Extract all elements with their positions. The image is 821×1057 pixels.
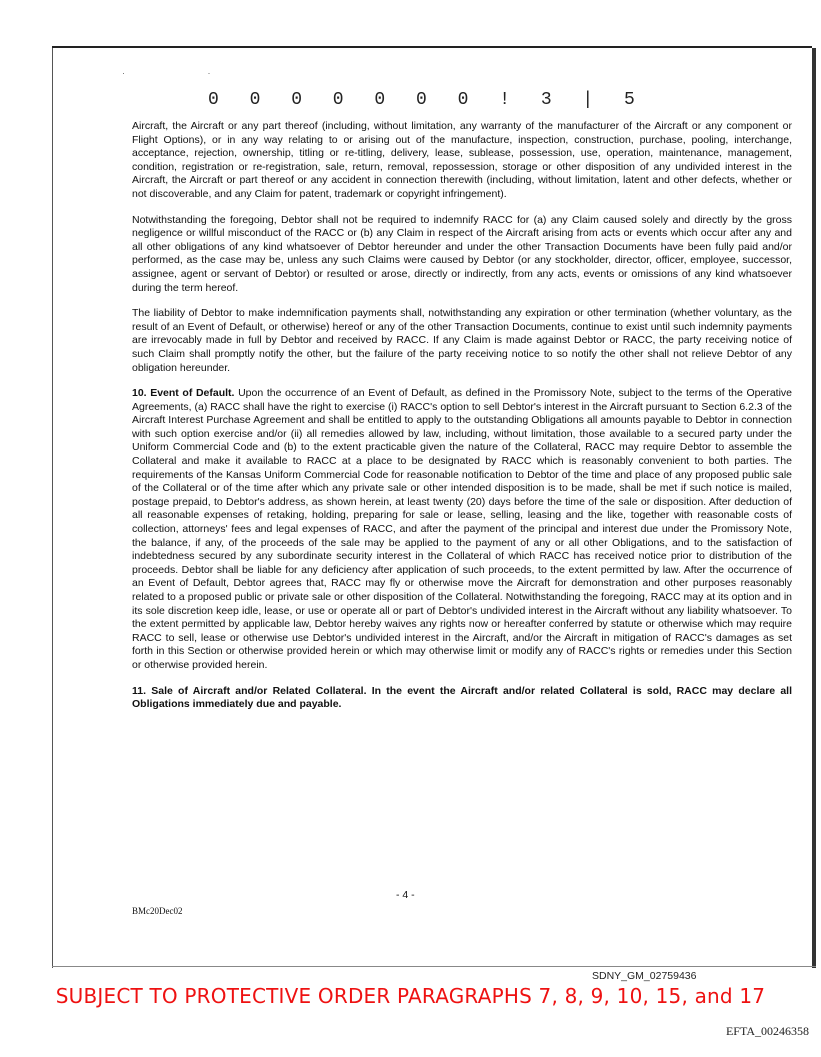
document-body (132, 120, 792, 724)
protective-order-notice: SUBJECT TO PROTECTIVE ORDER PARAGRAPHS 7, 8, 9, 10, 15, and 17 (55, 984, 766, 1008)
page-border-top (52, 46, 812, 48)
document-code: BMc20Dec02 (132, 906, 183, 916)
paragraph-indemnity-liability: The liability of Debtor to make indemnification payments shall, notwithstanding any expiration or other termination (whether voluntary, as the result of an Event of Default, or otherwise) hereof or any of the other Transaction Documents, continue to exist until such indemnity payments are irrevocably made in full by Debtor and received by RACC. If any Claim is made against Debtor or RACC, the party receiving notice of such Claim shall promptly notify the other, but the failure of the party receiving notice to so notify the other shall not relieve Debtor of any obligation hereunder. (132, 307, 792, 374)
paragraph-indemnity-scope: Aircraft, the Aircraft or any part thereof (including, without limitation, any warranty of the manufacturer of the Aircraft or any component or Flight Options), or in any way relating to or arising out of the manufacture, inspection, construction, purchase, pooling, interchange, acceptance, rejection, ownership, titling or re-titling, delivery, lease, sublease, possession, use, operation, maintenance, management, condition, registration or re-registration, sale, return, removal, repossession, storage or other disposition of any undivided interest in the Aircraft, the Aircraft or part thereof or any accident in connection therewith (including, without limitation, latent and other defects, whether or not discoverable, and any Claim for patent, trademark or copyright infringement). (132, 120, 792, 200)
section-10-body: Upon the occurrence of an Event of Default, as defined in the Promissory Note, subject to the terms of the Operative Agreements, (a) RACC shall have the right to exercise (i) RACC's option to sell Debtor's interest in the Aircraft pursuant to Section 6.2.3 of the Aircraft Interest Purchase Agreement and shall be entitled to apply to the outstanding Obligations all amounts payable to Debtor in connection with such option exercise and/or (ii) all remedies allowed by law, including, without limitation, those available to a secured party under the Uniform Commercial Code and (b) to the extent practicable given the nature of the Collateral, RACC may require Debtor to assemble the Collateral and make it available to RACC at a place to be designated by RACC which is reasonably convenient to both parties. The requirements of the Kansas Uniform Commercial Code for reasonable notification to Debtor of the time and place of any proposed public sale of the Collateral or of the time after which any private sale or other intended disposition is to be made, shall be met if such notice is mailed, postage prepaid, to Debtor's address, as shown herein, at least twenty (20) days before the time of the sale or disposition. After deduction of all reasonable expenses of retaking, holding, preparing for sale or lease, selling, leasing and the like, together with reasonable costs of collection, attorneys' fees and legal expenses of RACC, and after the payment of the principal and interest due under the Promissory Note, the balance, if any, of the proceeds of the sale may be applied to the payment of any or all other Obligations, and to the satisfaction of indebtedness secured by any subordinate security interest in the Collateral of which RACC has received notice prior to distribution of the proceeds. Debtor shall be liable for any deficiency after application of such proceeds, to the extent permitted by law. After the occurrence of an Event of Default, Debtor agrees that, RACC may fly or otherwise move the Aircraft for demonstration and other purposes reasonably related to a proposed public or private sale or other disposition of the Collateral. Notwithstanding the foregoing, RACC may at its option and in its sole discretion keep idle, lease, or use or operate all or part of Debtor's undivided interest in the Aircraft without any liability whatsoever. To the extent permitted by applicable law, Debtor hereby waives any rights now or hereafter conferred by statute or otherwise which may require RACC to sell, lease or otherwise use Debtor's undivided interest in the Aircraft, and/or the Aircraft in mitigation of RACC's damages as set forth in this Section or otherwise provided herein or which may otherwise limit or modify any of RACC's rights or remedies under this Section or otherwise provided herein. (132, 387, 792, 671)
section-10-heading: 10. Event of Default. (132, 387, 235, 400)
page-border-bottom (52, 966, 816, 967)
scan-specks: · · (122, 68, 251, 78)
sdny-bates-stamp: SDNY_GM_02759436 (592, 970, 697, 982)
page-border-right (812, 48, 816, 968)
bates-number: 0 0 0 0 0 0 0 ! 3 | 5 (208, 90, 645, 110)
section-11-body: In the event the Aircraft and/or related Collateral is sold, RACC may declare all Obligations immediately due and payable. (132, 684, 793, 711)
efta-stamp: EFTA_00246358 (725, 1024, 809, 1038)
section-event-of-default (132, 387, 792, 672)
section-11-heading: 11. Sale of Aircraft and/or Related Collateral. (132, 684, 367, 697)
paragraph-indemnity-exclusions: Notwithstanding the foregoing, Debtor shall not be required to indemnify RACC for (a) any Claim caused solely and directly by the gross negligence or willful misconduct of the RACC or (b) any Claim in respect of the Aircraft arising from acts or events which occur after any and all other obligations of any kind whatsoever of Debtor hereunder and under the other Transaction Documents have been fully paid and/or performed, as the case may be, unless any such Claims were caused by Debtor (or any stockholder, director, officer, employee, successor, assignee, agent or servant of Debtor) or resulted or arose, directly or indirectly, from any acts, events or omissions of any kind whatsoever during the term hereof. (132, 213, 792, 294)
section-sale-of-aircraft (132, 685, 792, 712)
page-number: - 4 - (396, 889, 415, 901)
page-border-left (52, 48, 53, 968)
